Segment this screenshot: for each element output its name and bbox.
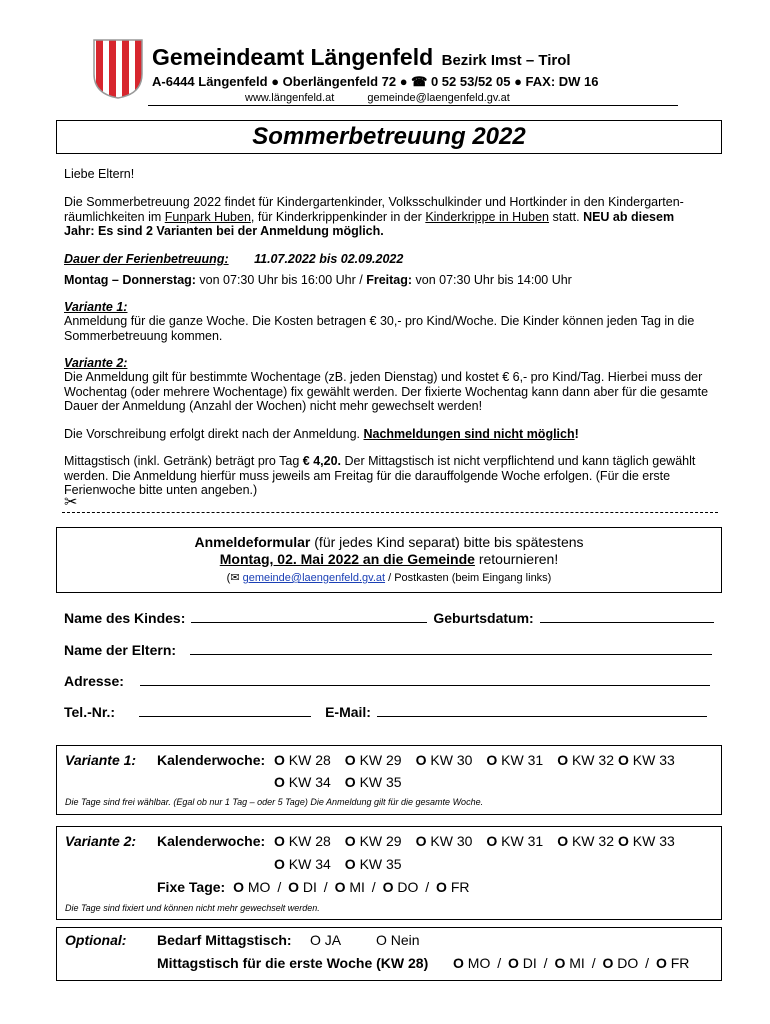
day-separator: / <box>493 955 506 971</box>
week-label: KW 31 <box>497 752 544 768</box>
variant1-title: Variante 1: <box>64 300 128 314</box>
week-label: KW 28 <box>284 833 331 849</box>
variant2-label: Variante 2: <box>65 833 137 849</box>
paren-open: ( <box>226 572 231 584</box>
scissors-icon: ✂ <box>64 494 78 511</box>
cut-line <box>62 512 718 513</box>
variant1-week-kw-34[interactable] <box>274 774 331 790</box>
day-label: MI <box>349 879 365 895</box>
greeting: Liebe Eltern! <box>64 167 135 181</box>
checkbox-circle[interactable]: O <box>344 833 356 849</box>
checkbox-circle[interactable]: O <box>486 752 498 768</box>
lunch-day-do[interactable] <box>602 955 638 971</box>
variant2-week-kw-34[interactable] <box>274 856 331 872</box>
fixed-day-di[interactable] <box>288 879 317 895</box>
child-name-row <box>64 610 719 626</box>
week-label: KW 33 <box>628 752 675 768</box>
day-label: MO <box>467 955 491 971</box>
variant1-week-kw-32[interactable] <box>557 752 614 768</box>
variant2-title: Variante 2: <box>64 356 128 370</box>
checkbox-circle[interactable]: O <box>274 774 285 790</box>
day-label: DO <box>617 955 639 971</box>
form-title: Anmeldeformular <box>194 534 311 550</box>
intro-new-notice: NEU ab diesem Jahr: Es sind 2 Varianten bei der Anmeldung möglich. <box>64 209 675 238</box>
mailbox-note: / Postkasten (beim Eingang links) <box>385 572 552 584</box>
day-separator: / <box>273 879 286 895</box>
week-label: KW 28 <box>284 752 331 768</box>
lunch-yes-option[interactable]: O JA <box>310 932 342 948</box>
week-label: KW 34 <box>284 856 331 872</box>
variant1-week-kw-30[interactable] <box>416 752 473 768</box>
checkbox-circle[interactable]: O <box>344 774 356 790</box>
variant2-week-kw-33[interactable] <box>618 833 675 849</box>
week-label: KW 32 <box>568 833 614 849</box>
day-label: FR <box>670 955 690 971</box>
variant1-week-kw-29[interactable] <box>345 752 402 768</box>
checkbox-circle[interactable]: O <box>344 856 356 872</box>
form-header-box <box>56 527 722 593</box>
lunch-text-b: Der Mittagstisch ist nicht verpflichtend und kann täglich gewählt werden. Die Anmeldung hierfür muss jeweils am Freitag für die darauffolgende Woche erfolgen. (Für die erste Ferienwoche bitte unten angeben.) <box>64 454 696 497</box>
fri-label: Freitag: <box>366 273 413 287</box>
variant2-week-kw-28[interactable] <box>274 833 331 849</box>
checkbox-circle[interactable]: O <box>288 879 303 895</box>
variant1-note: Die Tage sind frei wählbar. (Egal ob nur 1 Tag – oder 5 Tage) Die Anmeldung gilt für die gesamte Woche. <box>65 797 484 807</box>
checkbox-circle[interactable]: O <box>344 752 356 768</box>
email-label: E-Mail: <box>325 704 371 720</box>
day-label: DO <box>397 879 419 895</box>
checkbox-circle[interactable]: O <box>557 833 569 849</box>
first-week-lunch-label: Mittagstisch für die erste Woche (KW 28) <box>157 955 429 971</box>
week-label: KW 33 <box>628 833 675 849</box>
variant1-label: Variante 1: <box>65 752 137 768</box>
variant1-weeks-row2 <box>274 774 416 790</box>
no-late-registration: Nachmeldungen sind nicht möglich <box>363 427 575 441</box>
checkbox-circle[interactable]: O <box>617 833 629 849</box>
address-field[interactable] <box>140 673 710 686</box>
optional-label: Optional: <box>65 932 127 948</box>
variant2-week-kw-31[interactable] <box>486 833 543 849</box>
variant1-week-kw-35[interactable] <box>345 774 402 790</box>
day-separator: / <box>319 879 332 895</box>
variant1-week-kw-28[interactable] <box>274 752 331 768</box>
intro-text-a: Die Sommerbetreuung 2022 findet für Kindergartenkinder, Volksschulkinder und Hortkinder in den Kindergarten-räumlichkeiten im <box>64 195 684 224</box>
birthdate-label: Geburtsdatum: <box>433 610 534 626</box>
checkbox-circle[interactable]: O <box>274 856 285 872</box>
checkbox-circle[interactable]: O <box>382 879 398 895</box>
variant1-text: Anmeldung für die ganze Woche. Die Kosten betragen € 30,- pro Kind/Woche. Die Kinder können jeden Tag in die Sommerbetreuung kommen. <box>64 314 695 343</box>
day-separator: / <box>367 879 380 895</box>
variant2-kw-label: Kalenderwoche: <box>157 833 266 849</box>
week-label: KW 35 <box>355 774 402 790</box>
fri-times: von 07:30 Uhr bis 14:00 Uhr <box>412 273 572 287</box>
day-separator: / <box>421 879 434 895</box>
child-name-label: Name des Kindes: <box>64 610 186 626</box>
parents-name-label: Name der Eltern: <box>64 642 177 658</box>
checkbox-circle[interactable]: O <box>655 955 671 971</box>
fixed-days-options <box>233 879 469 895</box>
variant2-weeks-row2 <box>274 856 416 872</box>
checkbox-circle[interactable]: O <box>508 955 523 971</box>
week-label: KW 29 <box>355 833 402 849</box>
district-label: Bezirk Imst – Tirol <box>441 52 571 69</box>
website-link[interactable]: www.längenfeld.at <box>245 92 335 104</box>
envelope-icon: ✉ <box>230 572 240 584</box>
parents-name-field[interactable] <box>190 642 712 655</box>
day-label: DI <box>302 879 317 895</box>
mon-thu-label: Montag – Donnerstag: <box>64 273 196 287</box>
birthdate-field[interactable] <box>540 610 714 623</box>
phone-field[interactable] <box>139 704 311 717</box>
checkbox-circle[interactable]: O <box>415 752 427 768</box>
lunch-day-fr[interactable] <box>656 955 689 971</box>
lunch-day-di[interactable] <box>508 955 537 971</box>
variant2-note: Die Tage sind fixiert und können nicht mehr gewechselt werden. <box>65 903 320 913</box>
contact-line: A-6444 Längenfeld ● Oberlängenfeld 72 ● ☎ 0 52 53/52 05 ● FAX: DW 16 <box>152 74 599 89</box>
billing-note <box>64 427 579 442</box>
contact-row <box>64 704 719 720</box>
checkbox-circle[interactable]: O <box>334 879 350 895</box>
document-title: Sommerbetreuung 2022 <box>252 123 526 150</box>
duration-value: 11.07.2022 bis 02.09.2022 <box>254 252 404 266</box>
deadline: Montag, 02. Mai 2022 an die Gemeinde <box>219 551 475 567</box>
variant2-box <box>56 826 722 920</box>
opening-times <box>64 273 572 288</box>
mon-thu-times: von 07:30 Uhr bis 16:00 Uhr / <box>195 273 367 287</box>
fixed-day-mo[interactable] <box>233 879 270 895</box>
week-label: KW 30 <box>426 833 473 849</box>
billing-exclaim: ! <box>574 427 579 441</box>
form-subtitle: (für jedes Kind separat) bitte bis spätestens <box>310 534 584 550</box>
variant1-week-kw-33[interactable] <box>618 752 675 768</box>
address-row <box>64 673 719 689</box>
variant2-week-kw-35[interactable] <box>345 856 402 872</box>
email-link[interactable]: gemeinde@laengenfeld.gv.at <box>367 92 510 104</box>
day-separator: / <box>587 955 600 971</box>
phone-label: Tel.-Nr.: <box>64 704 116 720</box>
parents-name-row <box>64 642 719 658</box>
day-label: MI <box>569 955 585 971</box>
day-separator: / <box>641 955 653 971</box>
week-label: KW 32 <box>568 752 614 768</box>
variant1-box <box>56 745 722 815</box>
fixed-day-mi[interactable] <box>335 879 365 895</box>
lunch-price: € 4,20. <box>302 454 341 468</box>
form-email-link[interactable]: gemeinde@laengenfeld.gv.at <box>242 572 386 584</box>
day-label: MO <box>247 879 271 895</box>
variant2-week-kw-32[interactable] <box>557 833 614 849</box>
return-text: retournieren! <box>474 551 559 567</box>
week-label: KW 30 <box>426 752 473 768</box>
fixed-days-row <box>157 879 469 895</box>
kinderkrippe-huben: Kinderkrippe in Huben <box>425 209 550 224</box>
lunch-text-a: Mittagstisch (inkl. Getränk) beträgt pro Tag <box>64 454 303 468</box>
week-label: KW 31 <box>497 833 544 849</box>
checkbox-circle[interactable]: O <box>617 752 629 768</box>
variant2-week-kw-29[interactable] <box>345 833 402 849</box>
intro-paragraph <box>64 195 704 239</box>
intro-text-c: statt. <box>549 209 584 224</box>
funpark-huben: Funpark Huben <box>164 209 251 224</box>
duration-label: Dauer der Ferienbetreuung: <box>64 252 229 266</box>
week-label: KW 34 <box>284 774 331 790</box>
day-label: FR <box>450 879 470 895</box>
variant1-weeks-row1 <box>274 752 689 768</box>
checkbox-circle[interactable]: O <box>602 955 618 971</box>
variant2-week-kw-30[interactable] <box>416 833 473 849</box>
lunch-paragraph <box>64 454 709 498</box>
variant2-weeks-row1 <box>274 833 689 849</box>
intro-text-b: , für Kinderkrippenkinder in der <box>250 209 426 224</box>
checkbox-circle[interactable]: O <box>415 833 427 849</box>
address-label: Adresse: <box>64 673 124 689</box>
checkbox-circle[interactable]: O <box>557 752 569 768</box>
fixed-day-do[interactable] <box>383 879 419 895</box>
first-week-lunch-days <box>453 955 689 971</box>
email-field[interactable] <box>377 704 707 717</box>
variant2-text: Die Anmeldung gilt für bestimmte Wochentage (zB. jeden Dienstag) und kostet € 6,- pro Kind/Tag. Hierbei muss der Wochentag (oder mehrere Wochentage) fix gewählt werden. Der fixierte Wochentag kann dann aber für die gesamte Dauer der Anmeldung (Anzahl der Wochen) nicht mehr gewechselt werden! <box>64 370 709 413</box>
day-separator: / <box>539 955 552 971</box>
checkbox-circle[interactable]: O <box>486 833 498 849</box>
billing-text: Die Vorschreibung erfolgt direkt nach der Anmeldung. <box>64 427 364 441</box>
document-title-box <box>56 120 722 154</box>
checkbox-circle[interactable]: O <box>453 955 468 971</box>
fixed-day-fr[interactable] <box>436 879 469 895</box>
child-name-field[interactable] <box>191 610 427 623</box>
lunch-day-mi[interactable] <box>554 955 584 971</box>
checkbox-circle[interactable]: O <box>233 879 248 895</box>
fixed-days-label: Fixe Tage: <box>157 879 226 895</box>
checkbox-circle[interactable]: O <box>436 879 451 895</box>
optional-box <box>56 927 722 981</box>
variant1-week-kw-31[interactable] <box>486 752 543 768</box>
municipality-title: Gemeindeamt Längenfeld <box>152 44 434 70</box>
week-label: KW 35 <box>355 856 402 872</box>
lunch-no-option[interactable]: O Nein <box>376 932 420 948</box>
municipality-crest <box>92 38 144 100</box>
day-label: DI <box>522 955 537 971</box>
week-label: KW 29 <box>355 752 402 768</box>
lunch-need-label: Bedarf Mittagstisch: <box>157 932 292 948</box>
variant1-kw-label: Kalenderwoche: <box>157 752 266 768</box>
header-rule <box>148 105 678 106</box>
checkbox-circle[interactable]: O <box>274 752 285 768</box>
checkbox-circle[interactable]: O <box>274 833 285 849</box>
lunch-day-mo[interactable] <box>453 955 490 971</box>
checkbox-circle[interactable]: O <box>554 955 570 971</box>
